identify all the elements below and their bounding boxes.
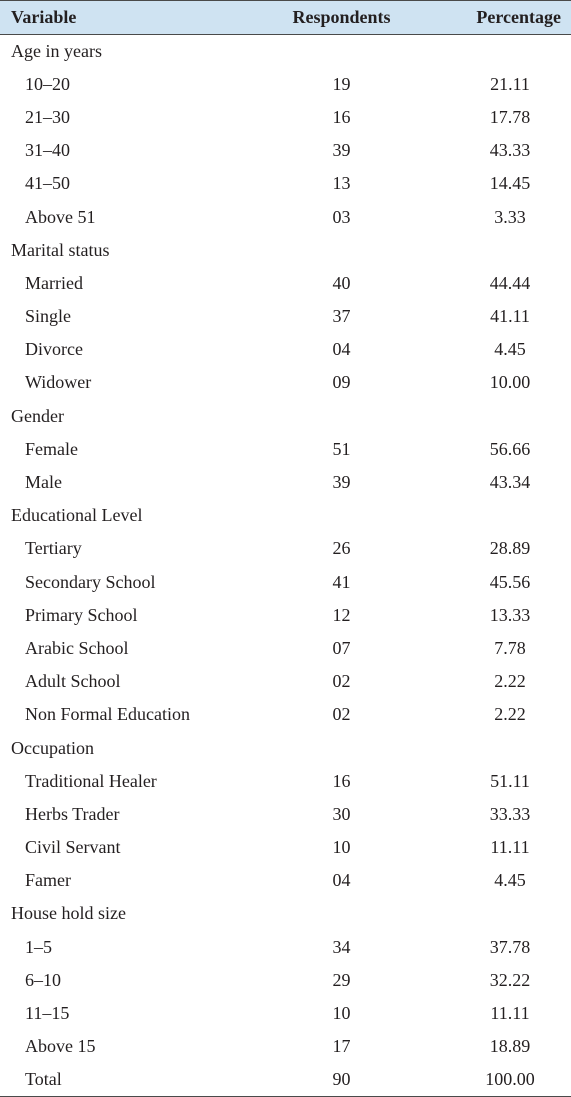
cell-respondents: 19 xyxy=(332,73,351,94)
cell-variable: Arabic School xyxy=(25,637,129,658)
cell-respondents: 39 xyxy=(332,140,351,161)
cell-respondents: 26 xyxy=(332,538,351,559)
cell-percentage: 33.33 xyxy=(489,803,531,824)
cell-variable: Female xyxy=(25,438,78,459)
cell-percentage: 11.11 xyxy=(490,837,530,858)
cell-percentage: 4.45 xyxy=(494,870,526,891)
cell-respondents: 07 xyxy=(332,637,351,658)
cell-variable: Single xyxy=(25,306,72,327)
section-title: Gender xyxy=(11,405,64,426)
table-row xyxy=(0,864,571,897)
section-row xyxy=(0,499,571,532)
cell-percentage: 14.45 xyxy=(489,173,531,194)
section-row xyxy=(0,234,571,267)
table-row xyxy=(0,798,571,831)
table-row xyxy=(0,931,571,964)
cell-percentage: 2.22 xyxy=(494,671,526,692)
section-row xyxy=(0,897,571,930)
cell-respondents: 04 xyxy=(332,339,351,360)
cell-respondents: 29 xyxy=(332,969,351,990)
section-row xyxy=(0,35,571,68)
table-row xyxy=(0,134,571,167)
cell-variable: Herbs Trader xyxy=(25,803,120,824)
cell-respondents: 10 xyxy=(332,837,351,858)
cell-respondents: 02 xyxy=(332,704,351,725)
section-title: House hold size xyxy=(11,903,126,924)
cell-variable: Above 15 xyxy=(25,1036,96,1057)
cell-percentage: 51.11 xyxy=(490,770,530,791)
cell-respondents: 16 xyxy=(332,770,351,791)
table-row xyxy=(0,167,571,200)
table-row xyxy=(0,433,571,466)
cell-respondents: 17 xyxy=(332,1036,351,1057)
cell-percentage: 56.66 xyxy=(489,438,531,459)
cell-variable: 31–40 xyxy=(25,140,70,161)
cell-variable: 11–15 xyxy=(25,1003,70,1024)
cell-percentage: 37.78 xyxy=(489,936,531,957)
table-row xyxy=(0,333,571,366)
cell-respondents: 51 xyxy=(332,438,351,459)
cell-variable: 6–10 xyxy=(25,969,61,990)
cell-respondents: 41 xyxy=(332,571,351,592)
table-row xyxy=(0,366,571,399)
cell-variable: 41–50 xyxy=(25,173,70,194)
table-row xyxy=(0,200,571,233)
cell-variable: 1–5 xyxy=(25,936,52,957)
cell-respondents: 02 xyxy=(332,671,351,692)
table-row xyxy=(0,300,571,333)
cell-respondents: 37 xyxy=(332,306,351,327)
table-row xyxy=(0,964,571,997)
cell-variable: Above 51 xyxy=(25,206,96,227)
cell-percentage: 2.22 xyxy=(494,704,526,725)
cell-percentage: 43.34 xyxy=(489,472,531,493)
cell-respondents: 90 xyxy=(262,1063,421,1096)
cell-percentage: 3.33 xyxy=(494,206,526,227)
section-row xyxy=(0,400,571,433)
cell-variable: Non Formal Education xyxy=(25,704,190,725)
cell-percentage: 21.11 xyxy=(490,73,530,94)
header-percentage: Percentage xyxy=(421,1,571,35)
table-row xyxy=(0,665,571,698)
cell-respondents: 13 xyxy=(332,173,351,194)
table-row xyxy=(0,566,571,599)
section-title: Educational Level xyxy=(11,505,143,526)
cell-percentage: 10.00 xyxy=(489,372,531,393)
section-title: Age in years xyxy=(11,40,102,61)
cell-percentage: 44.44 xyxy=(489,272,531,293)
cell-respondents: 34 xyxy=(332,936,351,957)
table-row xyxy=(0,532,571,565)
cell-percentage: 100.00 xyxy=(421,1063,571,1096)
cell-variable: Divorce xyxy=(25,339,83,360)
cell-variable: Primary School xyxy=(25,604,138,625)
cell-percentage: 7.78 xyxy=(494,637,526,658)
table-row xyxy=(0,101,571,134)
cell-variable: Adult School xyxy=(25,671,121,692)
cell-percentage: 4.45 xyxy=(494,339,526,360)
cell-variable: Traditional Healer xyxy=(25,770,157,791)
cell-percentage: 41.11 xyxy=(490,306,530,327)
cell-variable: 10–20 xyxy=(25,73,70,94)
cell-respondents: 03 xyxy=(332,206,351,227)
cell-respondents: 10 xyxy=(332,1003,351,1024)
cell-variable: Civil Servant xyxy=(25,837,121,858)
cell-variable: Male xyxy=(25,472,62,493)
table-row xyxy=(0,68,571,101)
cell-percentage: 28.89 xyxy=(489,538,531,559)
cell-percentage: 43.33 xyxy=(489,140,531,161)
section-row xyxy=(0,731,571,764)
section-title: Marital status xyxy=(11,239,110,260)
table-row xyxy=(0,698,571,731)
cell-percentage: 17.78 xyxy=(489,106,531,127)
table-row xyxy=(0,1030,571,1063)
header-variable: Variable xyxy=(0,1,262,35)
cell-variable: Widower xyxy=(25,372,92,393)
table-row xyxy=(0,599,571,632)
header-row xyxy=(0,1,571,35)
cell-variable: 21–30 xyxy=(25,106,70,127)
table-row xyxy=(0,267,571,300)
cell-respondents: 12 xyxy=(332,604,351,625)
cell-variable: Married xyxy=(25,272,83,293)
cell-respondents: 04 xyxy=(332,870,351,891)
cell-percentage: 18.89 xyxy=(489,1036,531,1057)
cell-percentage: 13.33 xyxy=(489,604,531,625)
cell-percentage: 32.22 xyxy=(489,969,531,990)
header-respondents: Respondents xyxy=(262,1,421,35)
cell-variable: Famer xyxy=(25,870,71,891)
cell-respondents: 40 xyxy=(332,272,351,293)
cell-variable: Tertiary xyxy=(25,538,82,559)
table-row xyxy=(0,831,571,864)
table-row xyxy=(0,765,571,798)
table-row xyxy=(0,1063,571,1096)
cell-respondents: 16 xyxy=(332,106,351,127)
cell-variable: Total xyxy=(0,1063,262,1096)
table-row xyxy=(0,997,571,1030)
table-row xyxy=(0,632,571,665)
cell-percentage: 45.56 xyxy=(489,571,531,592)
cell-respondents: 39 xyxy=(332,472,351,493)
cell-respondents: 09 xyxy=(332,372,351,393)
section-title: Occupation xyxy=(11,737,94,758)
table-row xyxy=(0,466,571,499)
cell-variable: Secondary School xyxy=(25,571,156,592)
cell-percentage: 11.11 xyxy=(490,1003,530,1024)
cell-respondents: 30 xyxy=(332,803,351,824)
